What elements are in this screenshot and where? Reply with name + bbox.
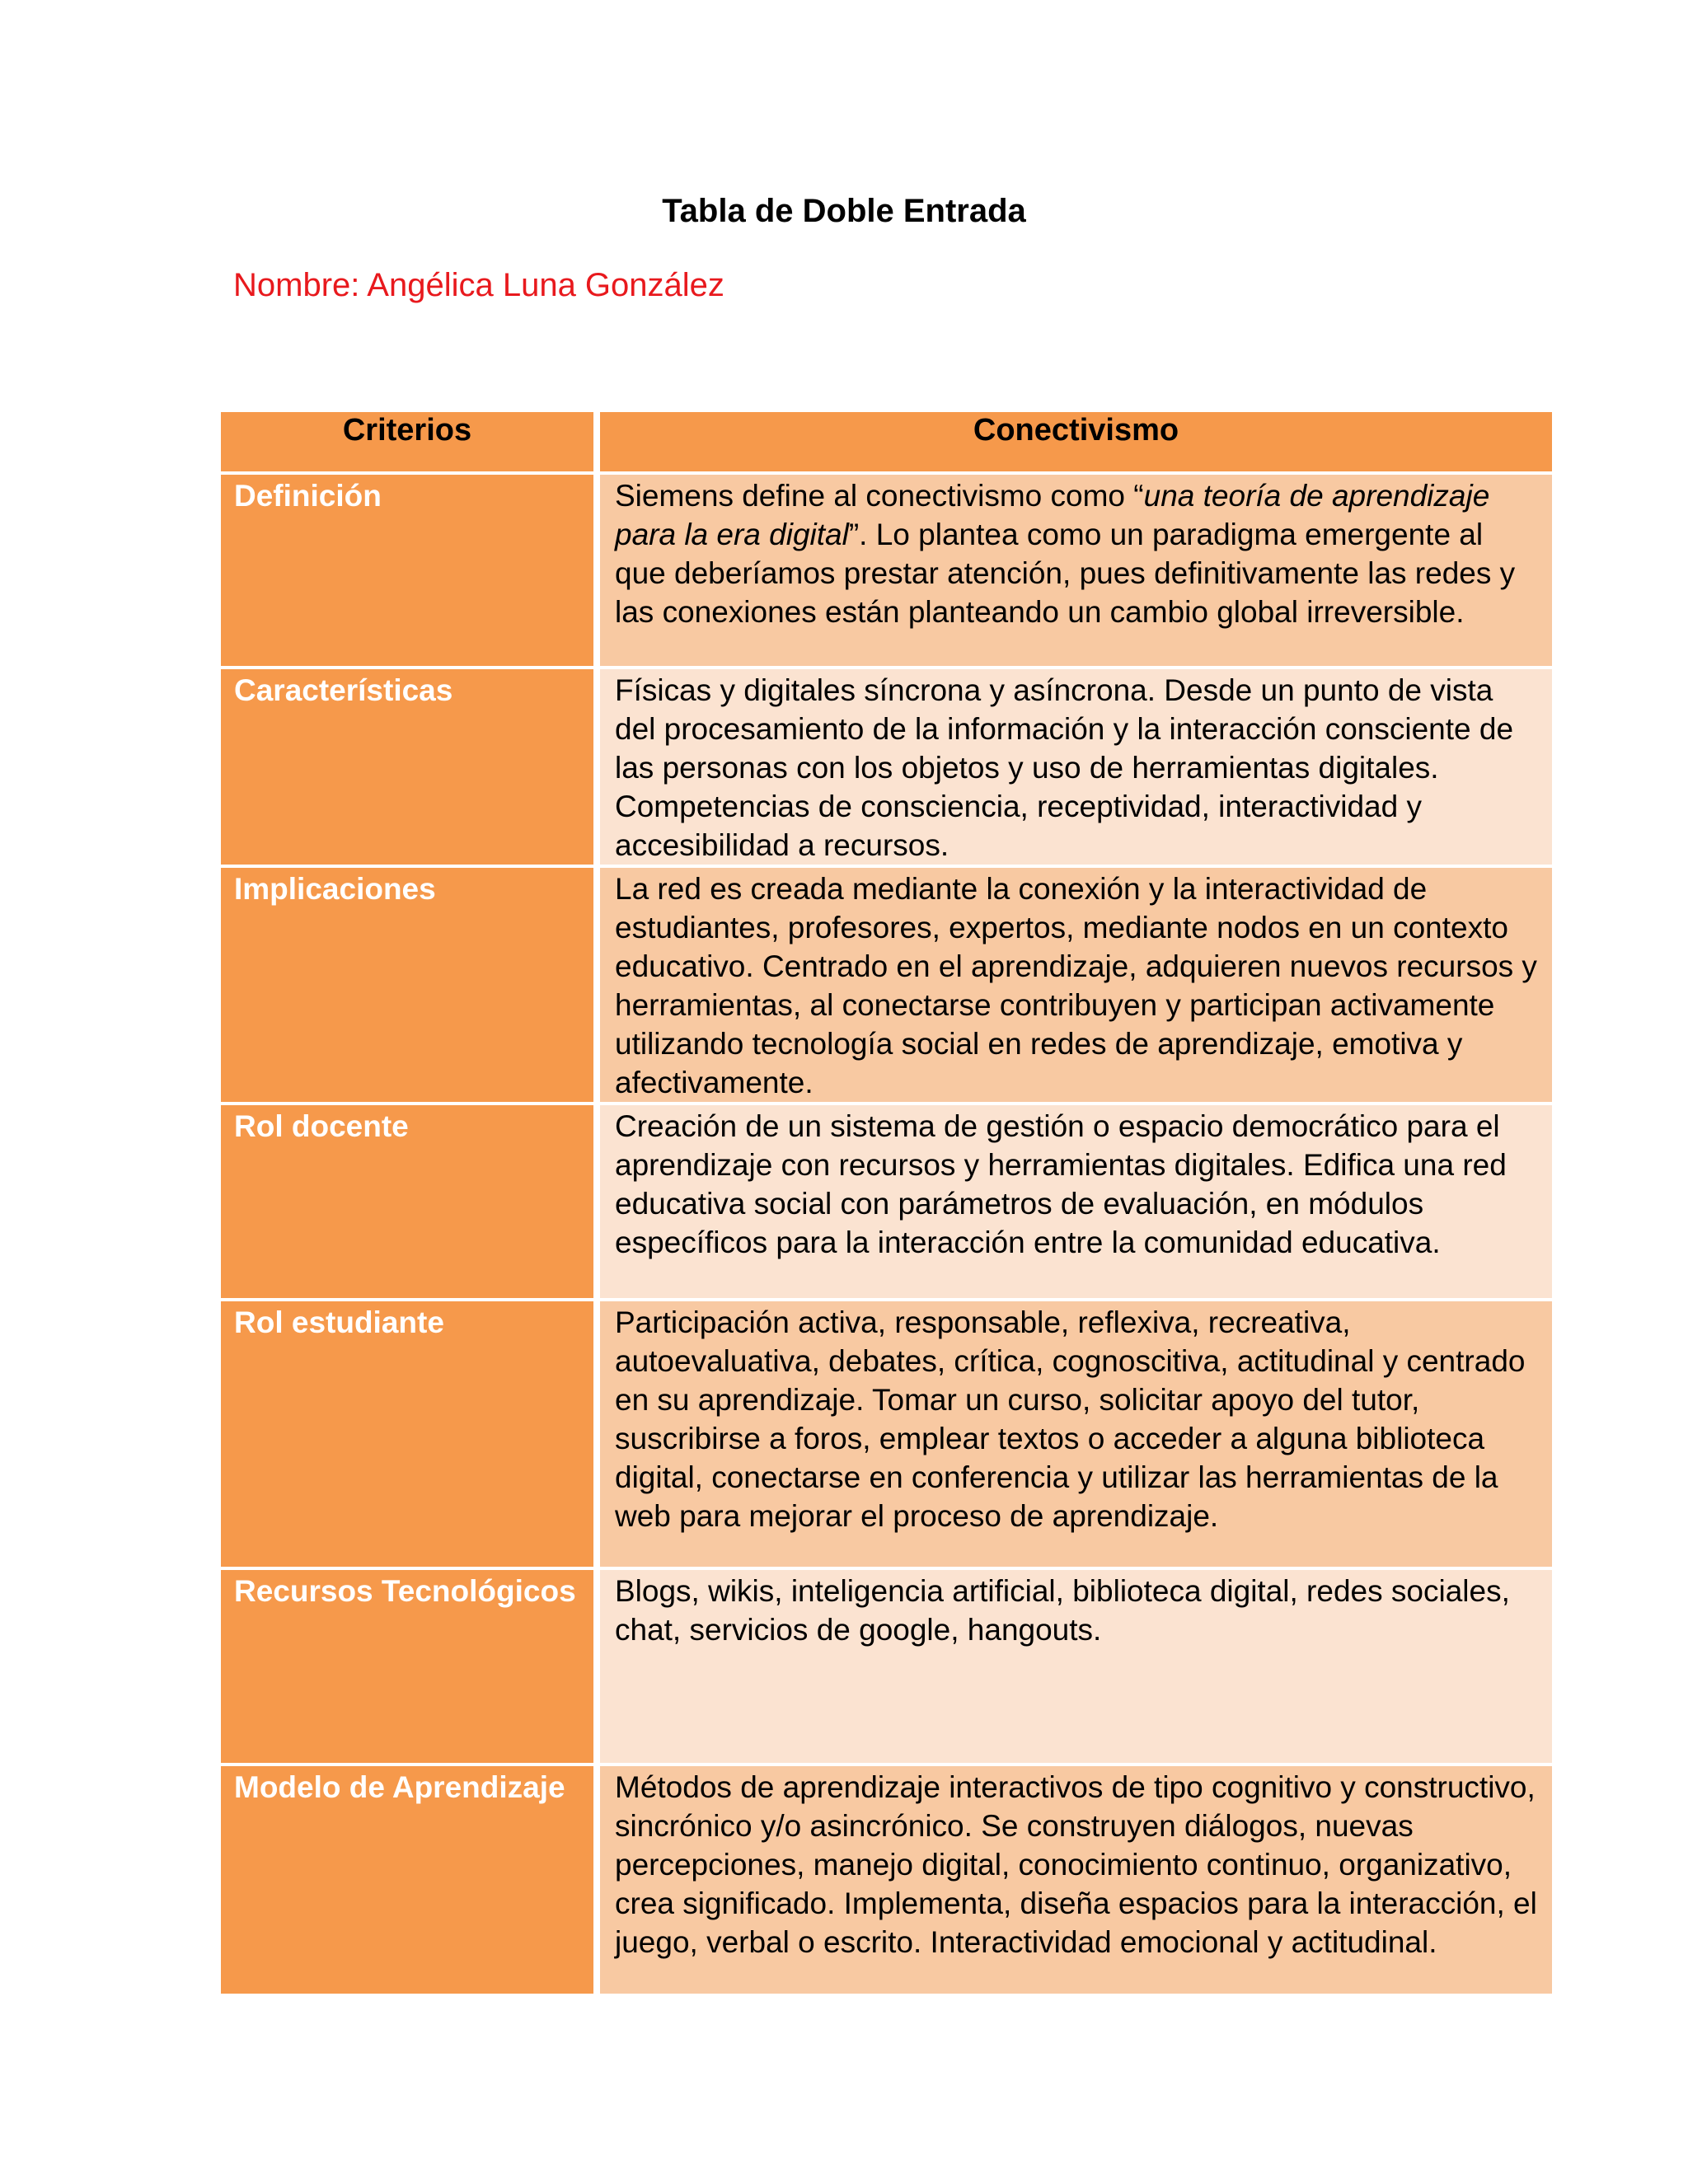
description-rol-docente: Creación de un sistema de gestión o espacio democrático para el aprendizaje con recursos y herramientas digitales. Edifica una red educativa social con parámetros de evaluación, en módulos específicos para la interacción entre la comunidad educativa. [600,1105,1552,1301]
table-row [221,475,1552,669]
header-criterios: Criterios [221,412,600,475]
description-recursos-tecnologicos: Blogs, wikis, inteligencia artificial, biblioteca digital, redes sociales, chat, servicios de google, hangouts. [600,1570,1552,1766]
comparison-table [221,412,1552,1997]
table-row [221,1301,1552,1570]
description-definicion [600,475,1552,669]
description-caracteristicas: Físicas y digitales síncrona y asíncrona. Desde un punto de vista del procesamiento de la información y la interacción consciente de las personas con los objetos y uso de herramientas digitales. Competencias de consciencia, receptividad, interactividad y accesibilidad a recursos. [600,669,1552,868]
criterion-modelo-aprendizaje: Modelo de Aprendizaje [221,1766,600,1997]
description-rol-estudiante: Participación activa, responsable, reflexiva, recreativa, autoevaluativa, debates, crítica, cognoscitiva, actitudinal y centrado en su aprendizaje. Tomar un curso, solicitar apoyo del tutor, suscribirse a foros, emplear textos o acceder a alguna biblioteca digital, conectarse en conferencia y utilizar las herramientas de la web para mejorar el proceso de aprendizaje. [600,1301,1552,1570]
criterion-rol-estudiante: Rol estudiante [221,1301,600,1570]
header-conectivismo: Conectivismo [600,412,1552,475]
criterion-caracteristicas: Características [221,669,600,868]
description-implicaciones: La red es creada mediante la conexión y la interactividad de estudiantes, profesores, expertos, mediante nodos en un contexto educativo. Centrado en el aprendizaje, adquieren nuevos recursos y herramientas, al conectarse contribuyen y participan activamente utilizando tecnología social en redes de aprendizaje, emotiva y afectivamente. [600,868,1552,1105]
definition-lead-text: Siemens define al conectivismo como “ [615,479,1144,513]
criterion-recursos-tecnologicos: Recursos Tecnológicos [221,1570,600,1766]
criterion-implicaciones: Implicaciones [221,868,600,1105]
table-header-row [221,412,1552,475]
definition-italic-quote: una teoría de aprendizaje para la era digital [615,479,1490,551]
criterion-definicion: Definición [221,475,600,669]
description-modelo-aprendizaje: Métodos de aprendizaje interactivos de tipo cognitivo y constructivo, sincrónico y/o asincrónico. Se construyen diálogos, nuevas percepciones, manejo digital, conocimiento continuo, organizativo, crea significado. Implementa, diseña espacios para la interacción, el juego, verbal o escrito. Interactividad emocional y actitudinal. [600,1766,1552,1997]
document-title: Tabla de Doble Entrada [662,193,1026,229]
table-row [221,1570,1552,1766]
table-row [221,1766,1552,1997]
table-row [221,669,1552,868]
author-name-line: Nombre: Angélica Luna González [233,267,724,303]
table-row [221,868,1552,1105]
table-row [221,1105,1552,1301]
criterion-rol-docente: Rol docente [221,1105,600,1301]
definition-rest-text: ”. Lo plantea como un paradigma emergente al que deberíamos prestar atención, pues definitivamente las redes y las conexiones están planteando un cambio global irreversible. [615,518,1516,629]
